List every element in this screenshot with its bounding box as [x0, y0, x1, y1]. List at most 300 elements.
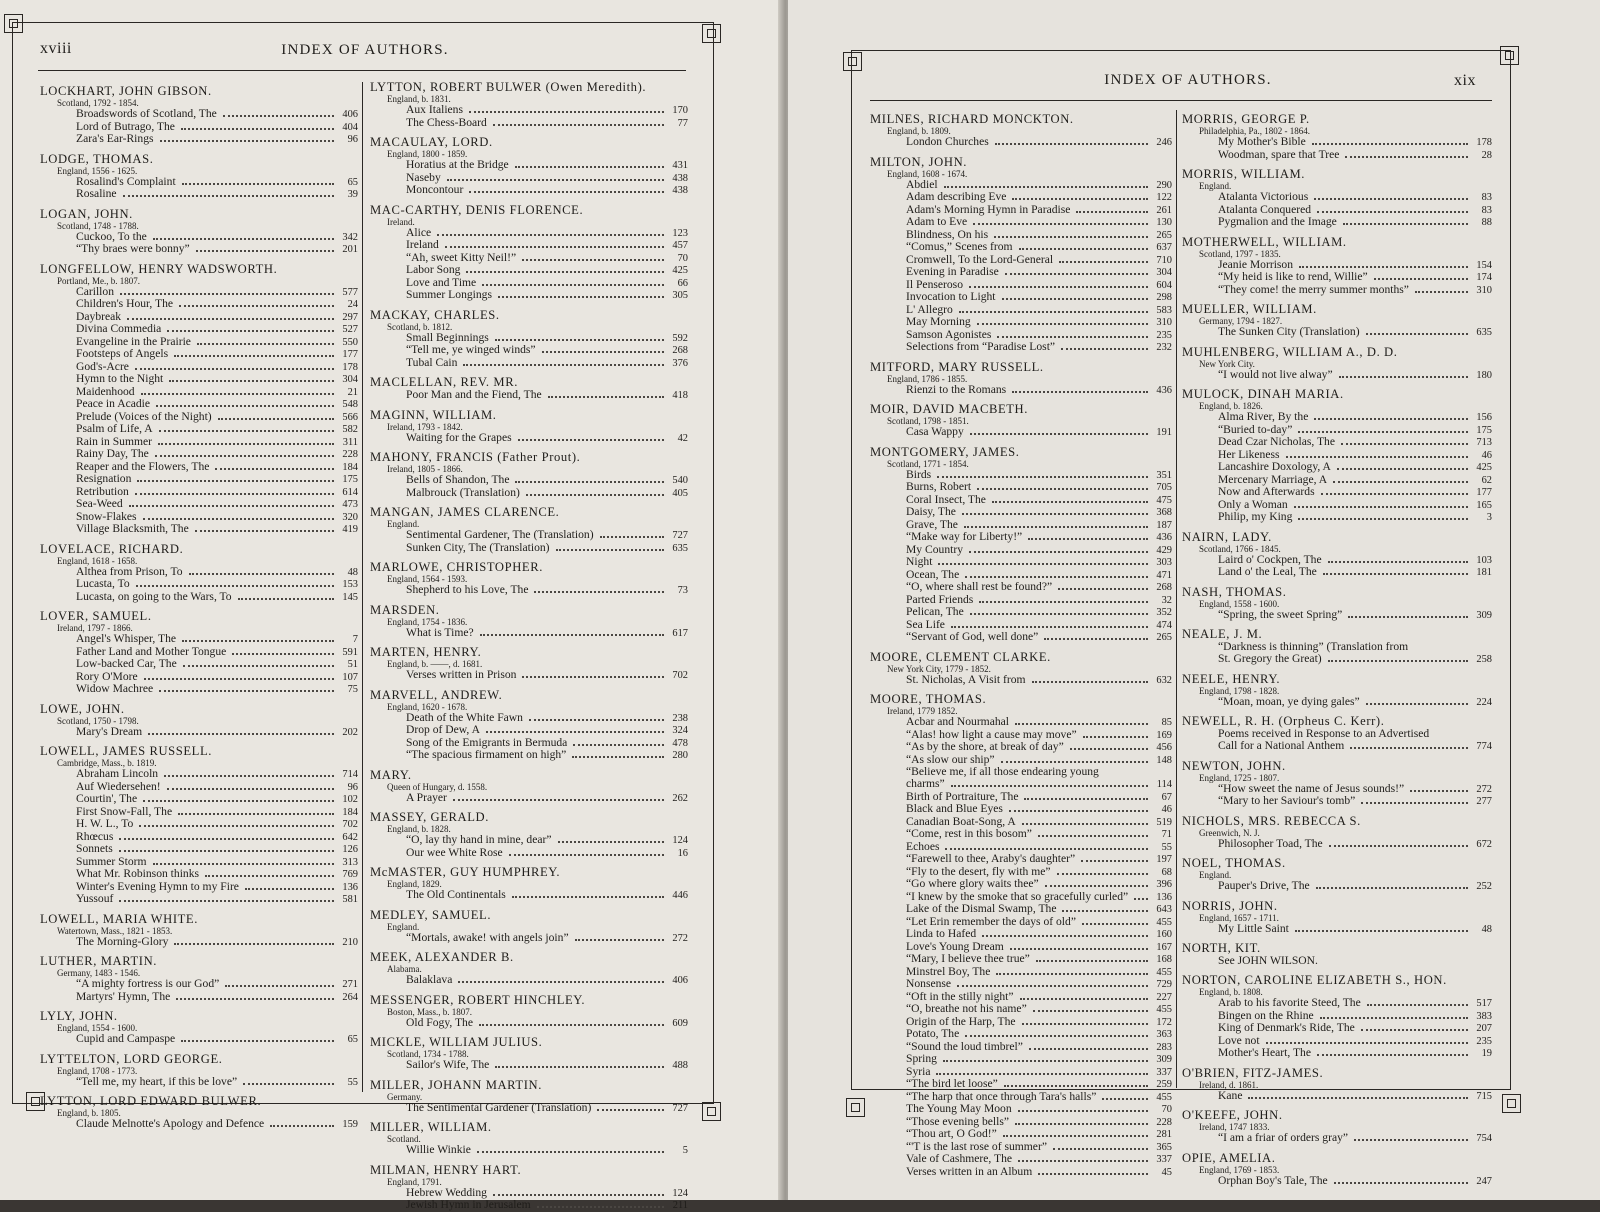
dot-leader: [123, 195, 334, 197]
dot-leader: [1312, 143, 1468, 145]
dot-leader: [153, 863, 334, 865]
poem-entry: [40, 793, 358, 806]
poem-entry: [1182, 566, 1492, 579]
author-birthplace-dates: Ireland, 1779 1852.: [887, 706, 958, 716]
author-entry: [40, 84, 358, 146]
left-page: [0, 0, 784, 1211]
dot-leader: [1083, 736, 1148, 738]
page-number: 211: [672, 1200, 688, 1211]
page-number: 177: [1476, 487, 1492, 498]
author-birthplace-dates: England, 1618 - 1658.: [57, 555, 138, 566]
author-birthplace-dates: England, 1554 - 1600.: [57, 1023, 138, 1033]
dot-leader: [189, 573, 334, 575]
poem-title: Lake of the Dismal Swamp, The: [906, 902, 1057, 915]
author-entry: [370, 688, 688, 762]
dot-leader: [174, 943, 334, 945]
page-number: 642: [342, 831, 358, 843]
dot-leader: [1022, 1023, 1148, 1025]
author-birthplace-dates: England, 1657 - 1711.: [1199, 912, 1279, 923]
author-name: MARVELL, ANDREW.: [370, 687, 503, 702]
dot-leader: [160, 140, 334, 142]
author-birthplace-dates: Germany.: [387, 1091, 423, 1102]
poem-entry: [370, 289, 688, 302]
page-number: 265: [1156, 632, 1172, 643]
poem-title: Pauper's Drive, The: [1218, 879, 1310, 892]
dot-leader: [179, 305, 334, 307]
page-number: 83: [1481, 192, 1492, 203]
author-name: MOTHERWELL, WILLIAM.: [1182, 234, 1347, 249]
dot-leader: [223, 115, 334, 117]
poem-title: Arab to his favorite Steed, The: [1218, 996, 1361, 1009]
dot-leader: [964, 526, 1148, 528]
poem-title: “My heid is like to rend, Willie”: [1218, 270, 1368, 283]
poem-title: charms”: [906, 777, 945, 790]
poem-entry: [870, 556, 1172, 569]
page-number: 582: [342, 424, 358, 435]
poem-title: “O, breathe not his name”: [906, 1002, 1027, 1015]
poem-title: “Ah, sweet Kitty Neil!”: [406, 250, 517, 264]
dot-leader: [167, 330, 334, 332]
page-number: 24: [347, 299, 358, 310]
page-number: 181: [1476, 567, 1492, 578]
poem-entry: [40, 768, 358, 781]
dot-leader: [1299, 266, 1468, 268]
dot-leader: [1009, 810, 1148, 812]
author-name: O'KEEFE, JOHN.: [1182, 1108, 1283, 1122]
poem-title: “I am a friar of orders gray”: [1218, 1131, 1349, 1144]
poem-title: Potato, The: [906, 1027, 960, 1040]
frame-corner-ornament: [702, 1102, 721, 1121]
page-number: 281: [1156, 1129, 1172, 1140]
poem-title: Lord of Butrago, The: [76, 119, 175, 133]
page-number: 774: [1476, 741, 1492, 752]
poem-entry: [1182, 795, 1492, 808]
poem-title: Daybreak: [76, 309, 122, 323]
author-birthplace-dates: Ireland, 1747 1833.: [1199, 1122, 1270, 1132]
dot-leader: [1038, 835, 1148, 837]
page-number: 337: [1156, 1066, 1172, 1078]
poem-entry: [870, 716, 1172, 729]
page-number: 62: [1481, 474, 1492, 486]
author-birthplace-dates: England, 1558 - 1600.: [1199, 598, 1280, 609]
poem-title: Yussouf: [76, 892, 114, 905]
poem-title: Love's Young Dream: [906, 939, 1004, 953]
page-number: 425: [1476, 462, 1492, 473]
page-number: 517: [1476, 998, 1492, 1009]
poem-entry: [1182, 653, 1492, 666]
dot-leader: [1134, 898, 1148, 900]
poem-entry: [1182, 997, 1492, 1010]
author-entry: [870, 155, 1172, 354]
dot-leader: [218, 418, 334, 420]
poem-title-line: “Darkness is thinning” (Translation from: [1218, 640, 1409, 653]
poem-title: L' Allegro: [906, 302, 953, 316]
author-entry: [870, 445, 1172, 644]
poem-title: Adam to Eve: [906, 215, 968, 228]
dot-leader: [969, 551, 1148, 553]
frame-corner-ornament: [843, 52, 862, 71]
page-number: 436: [1156, 384, 1172, 396]
dot-leader: [482, 284, 664, 286]
poem-title: King of Denmark's Ride, The: [1218, 1021, 1355, 1034]
dot-leader: [1015, 1123, 1148, 1125]
dot-leader: [215, 468, 334, 470]
author-name: MOIR, DAVID MACBETH.: [870, 402, 1029, 416]
poem-title: Nonsense: [906, 977, 952, 990]
poem-title: Winter's Evening Hymn to my Fire: [76, 879, 239, 893]
page-number: 614: [342, 486, 358, 498]
poem-title: “Make way for Liberty!”: [906, 530, 1023, 543]
page-number: 126: [342, 844, 358, 855]
poem-title: Maidenhood: [76, 384, 135, 398]
poem-title: “Come, rest in this bosom”: [906, 827, 1032, 840]
page-number: 550: [342, 336, 358, 348]
poem-title: Origin of the Harp, The: [906, 1014, 1016, 1028]
poem-entry: [40, 868, 358, 881]
dot-leader: [1248, 1097, 1468, 1099]
poem-entry: [870, 216, 1172, 229]
author-birthplace-dates: England, 1725 - 1807.: [1199, 772, 1280, 783]
page-number: 184: [342, 806, 358, 818]
author-birthplace-dates: Boston, Mass., b. 1807.: [387, 1006, 473, 1017]
poem-entry: [40, 633, 358, 646]
dot-leader: [515, 166, 664, 168]
page-number: 45: [1161, 1166, 1172, 1178]
page-number: 170: [672, 105, 688, 116]
poem-title: Ocean, The: [906, 567, 960, 581]
author-birthplace-dates: England, b. 1826.: [1199, 401, 1263, 411]
page-number: 714: [342, 769, 358, 780]
poem-entry: [370, 184, 688, 197]
poem-title: Philosopher Toad, The: [1218, 836, 1323, 850]
dot-leader: [1317, 1054, 1468, 1056]
page-number: 70: [677, 252, 688, 264]
author-entry: [40, 954, 358, 1003]
dot-leader: [548, 396, 664, 398]
author-entry: [1182, 627, 1492, 666]
poem-title: Mary's Dream: [76, 724, 143, 738]
poem-entry: [40, 243, 358, 256]
right-page: [788, 0, 1600, 1200]
poem-entry: [870, 803, 1172, 816]
page-number: 130: [1156, 217, 1172, 228]
poem-entry: [370, 1017, 688, 1030]
page-number: 438: [672, 172, 688, 184]
author-name: LOVER, SAMUEL.: [40, 609, 152, 623]
page-number: 478: [672, 737, 688, 749]
poem-title-line: Poems received in Response to an Advertised: [1218, 727, 1430, 740]
author-name: LUTHER, MARTIN.: [40, 954, 158, 968]
page-number: 124: [672, 1187, 688, 1199]
page-number: 540: [672, 475, 688, 486]
poem-title: “Tell me, ye winged winds”: [406, 343, 536, 356]
column-rule: [362, 82, 363, 1092]
poem-entry: [40, 978, 358, 991]
page-number: 96: [347, 134, 358, 145]
author-entry: [870, 692, 1172, 1178]
author-entry: [40, 609, 358, 696]
author-entry: [1182, 814, 1492, 851]
poem-entry: [40, 298, 358, 311]
dot-leader: [1059, 261, 1148, 263]
page-number: 396: [1156, 879, 1172, 890]
frame-corner-ornament: [4, 14, 23, 33]
poem-title: Adam describing Eve: [906, 190, 1007, 203]
page-number: 156: [1476, 412, 1492, 423]
author-name: MARSDEN.: [370, 602, 440, 617]
page-number: 177: [342, 349, 358, 360]
poem-title: “Thou art, O God!”: [906, 1127, 997, 1140]
dot-leader: [977, 488, 1148, 490]
poem-entry: [870, 1166, 1172, 1179]
page-number: 324: [672, 725, 688, 736]
poem-title: “The bird let loose”: [906, 1077, 998, 1090]
author-entry: [370, 1163, 688, 1212]
page-number: 727: [672, 530, 688, 541]
dot-leader: [143, 800, 334, 802]
dot-leader: [1012, 198, 1148, 200]
poem-title: Hymn to the Night: [76, 372, 164, 385]
dot-leader: [1004, 1085, 1148, 1087]
author-birthplace-dates: England, b. 1805.: [57, 1108, 121, 1118]
dot-leader: [174, 355, 334, 357]
dot-leader: [951, 785, 1148, 787]
poem-title: Martyrs' Hymn, The: [76, 989, 171, 1003]
author-birthplace-dates: England, 1769 - 1853.: [1199, 1164, 1280, 1175]
page-number: 88: [1481, 217, 1492, 228]
poem-entry: [1182, 696, 1492, 709]
dot-leader: [1058, 588, 1148, 590]
page-number: 617: [672, 627, 688, 639]
header-rule: [38, 70, 686, 71]
poem-entry: [870, 953, 1172, 966]
dot-leader: [959, 311, 1148, 313]
author-entry: [40, 152, 358, 201]
poem-title: Sea-Weed: [76, 497, 123, 510]
author-entry: [1182, 302, 1492, 339]
page-number: 272: [672, 932, 688, 944]
poem-title: Echoes: [906, 839, 940, 853]
poem-entry: [1182, 511, 1492, 524]
column-rule: [1176, 110, 1177, 1088]
dot-leader: [463, 364, 664, 366]
poem-entry: [40, 108, 358, 121]
author-entry: [1182, 112, 1492, 161]
dot-leader: [1082, 923, 1148, 925]
poem-title: Resignation: [76, 472, 132, 485]
dot-leader: [169, 380, 334, 382]
page-number: 165: [1476, 499, 1492, 511]
dot-leader: [1348, 616, 1468, 618]
author-entry: [1182, 973, 1492, 1060]
page-number: 548: [342, 399, 358, 410]
author-entry: [1182, 585, 1492, 622]
poem-entry: [870, 631, 1172, 644]
poem-title: Labor Song: [406, 263, 461, 276]
poem-title: Love and Time: [406, 275, 477, 289]
author-name: LYTTON, ROBERT BULWER (Owen Meredith).: [370, 80, 647, 94]
dot-leader: [495, 1066, 664, 1068]
page-number: 65: [347, 176, 358, 188]
dot-leader: [1328, 561, 1468, 563]
author-name: MAC-CARTHY, DENIS FLORENCE.: [370, 202, 584, 217]
author-birthplace-dates: Philadelphia, Pa., 1802 - 1864.: [1199, 126, 1310, 136]
dot-leader: [995, 143, 1148, 145]
poem-title: St. Nicholas, A Visit from: [906, 672, 1026, 686]
page-number: 39: [347, 189, 358, 200]
page-number: 710: [1156, 254, 1172, 266]
author-name: LYTTON, LORD EDWARD BULWER.: [40, 1094, 262, 1108]
author-name: MARLOWE, CHRISTOPHER.: [370, 560, 543, 574]
page-number: 102: [342, 794, 358, 805]
page-number: 19: [1481, 1048, 1492, 1059]
author-birthplace-dates: Scotland, 1734 - 1788.: [387, 1049, 469, 1059]
author-birthplace-dates: England.: [1199, 870, 1232, 880]
poem-title: Retribution: [76, 484, 129, 498]
poem-title: Kane: [1218, 1088, 1243, 1102]
author-birthplace-dates: England, 1556 - 1625.: [57, 165, 138, 176]
author-birthplace-dates: England, 1608 - 1674.: [887, 168, 968, 179]
dot-leader: [522, 676, 664, 678]
page-number: 635: [1476, 327, 1492, 338]
poem-title: “Tell me, my heart, if this be love”: [76, 1074, 238, 1088]
poem-entry: [370, 542, 688, 555]
author-name: MILNES, RICHARD MONCKTON.: [870, 112, 1074, 126]
poem-entry: [370, 432, 688, 445]
dot-leader: [970, 613, 1148, 615]
poem-entry: [370, 749, 688, 762]
poem-entry: [870, 136, 1172, 149]
dot-leader: [943, 1060, 1148, 1062]
dot-leader: [458, 981, 664, 983]
page-number: 727: [672, 1102, 688, 1114]
dot-leader: [1010, 948, 1148, 950]
page-number: 197: [1156, 854, 1172, 865]
poem-title: Lucasta, on going to the Wars, To: [76, 589, 232, 603]
author-name: OPIE, AMELIA.: [1182, 1150, 1276, 1165]
author-birthplace-dates: Scotland, 1750 - 1798.: [57, 715, 139, 726]
author-entry: [370, 505, 688, 554]
poem-title: Verses written in Prison: [406, 668, 517, 681]
dot-leader: [945, 848, 1148, 850]
poem-entry: [40, 843, 358, 856]
poem-title: Village Blacksmith, The: [76, 522, 189, 535]
poem-title: Aux Italiens: [406, 103, 463, 116]
page-number: 175: [1476, 424, 1492, 436]
page-number: 754: [1476, 1133, 1492, 1144]
dot-leader: [969, 286, 1148, 288]
dot-leader: [245, 888, 334, 890]
page-number: 262: [672, 792, 688, 804]
poem-entry: [40, 991, 358, 1004]
author-name: MONTGOMERY, JAMES.: [870, 444, 1020, 459]
poem-title: St. Gregory the Great): [1218, 652, 1322, 665]
author-birthplace-dates: Scotland, 1798 - 1851.: [887, 416, 969, 426]
poem-entry: [870, 878, 1172, 891]
poem-title: Spring: [906, 1052, 937, 1065]
dot-leader: [270, 1125, 334, 1127]
page-number: 46: [1161, 804, 1172, 815]
page-number: 227: [1156, 991, 1172, 1003]
poem-entry: [870, 1103, 1172, 1116]
author-entry: [370, 408, 688, 445]
poem-title: Canadian Boat-Song, A: [906, 814, 1016, 828]
page-number: 228: [1156, 1116, 1172, 1128]
poem-title: “O, where shall rest be found?”: [906, 580, 1053, 593]
poem-entry: [370, 389, 688, 402]
dot-leader: [534, 591, 664, 593]
page-number: 16: [677, 847, 688, 859]
poem-title: Only a Woman: [1218, 497, 1288, 511]
dot-leader: [119, 850, 334, 852]
author-entry: [370, 80, 688, 129]
dot-leader: [447, 179, 664, 181]
author-birthplace-dates: Alabama.: [387, 964, 422, 974]
page-number: 303: [1156, 557, 1172, 568]
poem-title: Death of the White Fawn: [406, 710, 523, 724]
dot-leader: [148, 733, 334, 735]
poem-title: May Morning: [906, 315, 971, 328]
poem-title: “'T is the last rose of summer”: [906, 1139, 1047, 1153]
author-name: LODGE, THOMAS.: [40, 151, 154, 166]
poem-title: “Buried to-day”: [1218, 422, 1293, 436]
page-number: 632: [1156, 674, 1172, 686]
poem-title: God's-Acre: [76, 359, 129, 373]
dot-leader: [137, 480, 334, 482]
poem-title: Courtin', The: [76, 792, 138, 805]
poem-title: “Mary, I believe thee true”: [906, 952, 1030, 965]
poem-title: “How sweet the name of Jesus sounds!”: [1218, 781, 1405, 795]
running-header: INDEX OF AUTHORS.: [1104, 72, 1272, 88]
author-birthplace-dates: Scotland, 1748 - 1788.: [57, 220, 139, 231]
poem-entry: [40, 936, 358, 949]
author-name: MUELLER, WILLIAM.: [1182, 302, 1317, 316]
page-number: 75: [347, 684, 358, 695]
poem-title: Cromwell, To the Lord-General: [906, 252, 1054, 266]
author-name: LOWE, JOHN.: [40, 701, 125, 716]
poem-entry: [870, 978, 1172, 991]
author-name: MANGAN, JAMES CLARENCE.: [370, 505, 560, 519]
page-number: 228: [342, 449, 358, 460]
poem-entry: [40, 398, 358, 411]
page-number: 247: [1476, 1175, 1492, 1187]
author-name: MITFORD, MARY RUSSELL.: [870, 359, 1044, 374]
poem-entry: [870, 1078, 1172, 1091]
page-number: 259: [1156, 1079, 1172, 1090]
author-name: LYTTELTON, LORD GEORGE.: [40, 1051, 223, 1066]
page-number: 290: [1156, 179, 1172, 191]
page-number: 446: [672, 890, 688, 901]
page-number: 702: [342, 819, 358, 830]
poem-entry: [1182, 411, 1492, 424]
dot-leader: [1366, 703, 1468, 705]
poem-entry: [40, 726, 358, 739]
author-entry: [1182, 899, 1492, 936]
poem-entry: [870, 506, 1172, 519]
page-number: 455: [1156, 966, 1172, 978]
author-birthplace-dates: England, 1620 - 1678.: [387, 701, 468, 712]
dot-leader: [1320, 1017, 1468, 1019]
poem-title: Sea Life: [906, 617, 945, 631]
author-entry: [370, 450, 688, 499]
dot-leader: [164, 775, 334, 777]
page-number: 304: [1156, 267, 1172, 278]
poem-title: Dead Czar Nicholas, The: [1218, 435, 1335, 448]
poem-title: Sentimental Gardener, The (Translation): [406, 528, 594, 541]
poem-title: Mother's Heart, The: [1218, 1046, 1311, 1059]
author-birthplace-dates: Ireland, 1805 - 1866.: [387, 464, 463, 474]
page-number: 474: [1156, 619, 1172, 631]
